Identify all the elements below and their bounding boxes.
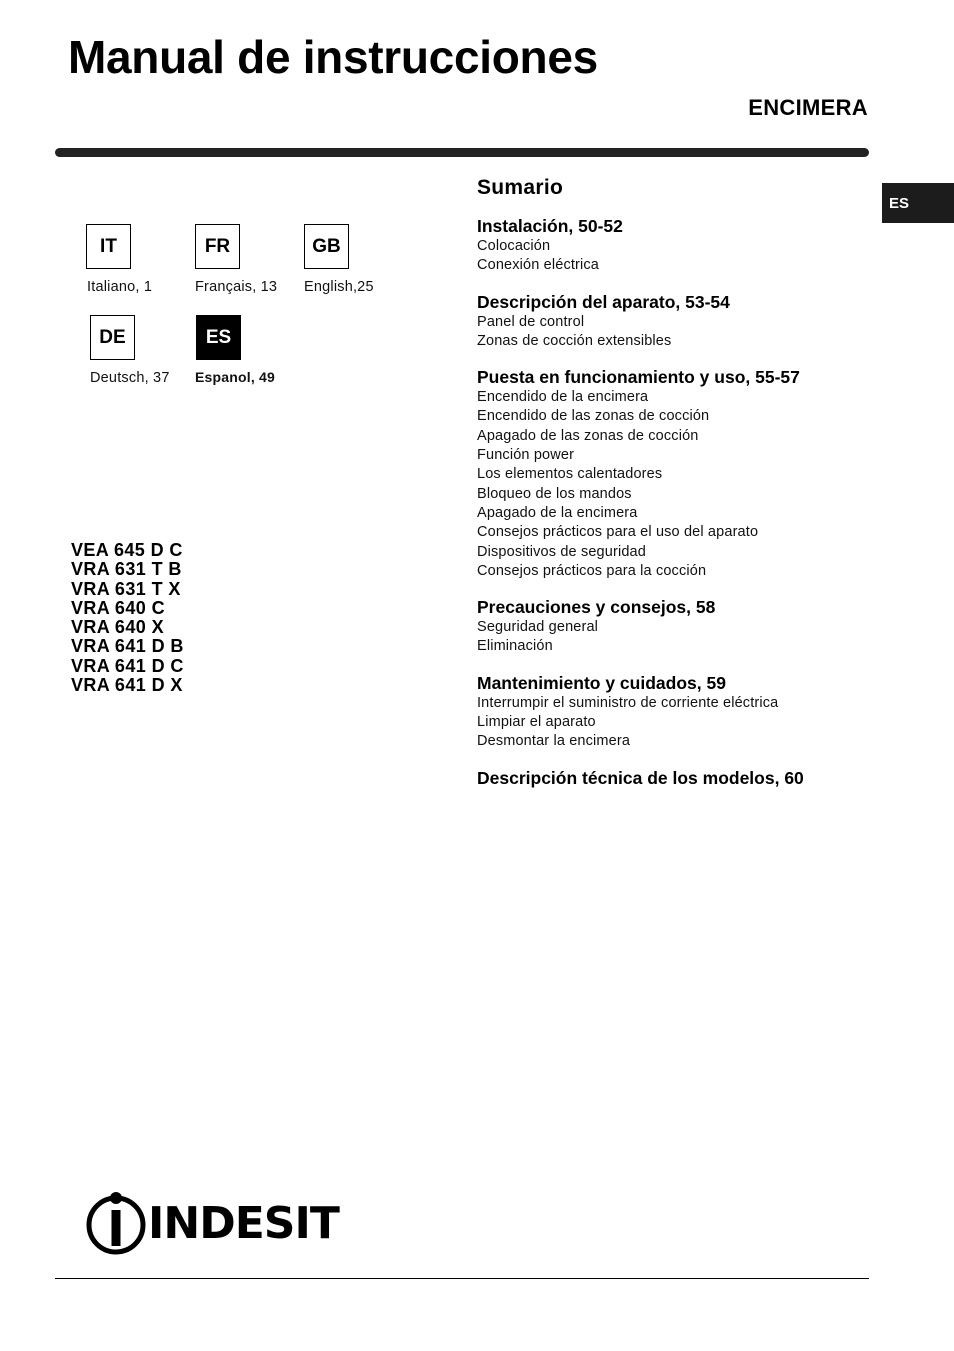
toc-item[interactable]: Dispositivos de seguridad bbox=[477, 543, 646, 560]
model-name: VRA 631 T B bbox=[71, 559, 182, 580]
language-box-de[interactable]: DE bbox=[90, 315, 135, 360]
footer-divider bbox=[55, 1278, 869, 1279]
language-caption-fr: Français, 13 bbox=[195, 279, 278, 295]
toc-item[interactable]: Consejos prácticos para la cocción bbox=[477, 562, 707, 579]
model-name: VRA 631 T X bbox=[71, 578, 181, 599]
language-caption-es: Espanol, 49 bbox=[195, 369, 276, 385]
language-caption-gb: English,25 bbox=[304, 279, 374, 295]
language-caption-de: Deutsch, 37 bbox=[90, 370, 170, 386]
toc-item[interactable]: Conexión eléctrica bbox=[477, 257, 599, 274]
toc-section-puesta bbox=[477, 367, 877, 581]
toc-item[interactable]: Panel de control bbox=[477, 313, 585, 330]
indesit-logo bbox=[84, 1190, 339, 1261]
page-title: Manual de instrucciones bbox=[68, 31, 598, 83]
language-side-tab: ES bbox=[882, 183, 954, 223]
toc-item[interactable]: Encendido de las zonas de cocción bbox=[477, 408, 710, 425]
language-box-gb[interactable]: GB bbox=[304, 224, 349, 269]
language-caption-it: Italiano, 1 bbox=[87, 279, 153, 295]
header-divider bbox=[55, 148, 869, 157]
toc-item[interactable]: Colocación bbox=[477, 238, 551, 254]
toc-section-heading[interactable]: Precauciones y consejos, 58 bbox=[477, 597, 716, 618]
toc-item[interactable]: Consejos prácticos para el uso del aparato bbox=[477, 524, 759, 541]
toc-item[interactable]: Apagado de las zonas de cocción bbox=[477, 427, 699, 444]
model-name: VRA 641 D X bbox=[71, 675, 183, 696]
model-name: VEA 645 D C bbox=[71, 540, 183, 560]
model-list bbox=[71, 541, 184, 695]
toc-item[interactable]: Limpiar el aparato bbox=[477, 714, 596, 731]
toc-item[interactable]: Apagado de la encimera bbox=[477, 504, 638, 521]
toc-section-mantenimiento bbox=[477, 673, 877, 752]
table-of-contents bbox=[477, 176, 877, 805]
toc-item[interactable]: Los elementos calentadores bbox=[477, 466, 663, 483]
toc-section-heading[interactable]: Descripción técnica de los modelos, 60 bbox=[477, 767, 804, 788]
logo-emblem-icon bbox=[84, 1190, 148, 1256]
toc-item[interactable]: Zonas de cocción extensibles bbox=[477, 332, 672, 349]
model-name: VRA 640 X bbox=[71, 617, 164, 638]
toc-section-heading[interactable]: Mantenimiento y cuidados, 59 bbox=[477, 672, 726, 693]
toc-section-precauciones bbox=[477, 597, 877, 657]
model-name: VRA 641 D B bbox=[71, 636, 184, 657]
language-box-fr[interactable]: FR bbox=[195, 224, 240, 269]
model-name: VRA 641 D C bbox=[71, 655, 184, 676]
toc-section-heading[interactable]: Instalación, 50-52 bbox=[477, 216, 623, 236]
toc-item[interactable]: Función power bbox=[477, 447, 575, 464]
toc-item[interactable]: Interrumpir el suministro de corriente eléctrica bbox=[477, 694, 779, 711]
logo-wordmark: INDESIT bbox=[148, 1198, 339, 1249]
toc-item[interactable]: Seguridad general bbox=[477, 619, 599, 636]
product-type-subtitle: ENCIMERA bbox=[748, 95, 868, 120]
toc-item[interactable]: Eliminación bbox=[477, 638, 553, 655]
toc-section-tecnica bbox=[477, 768, 877, 789]
toc-title: Sumario bbox=[477, 176, 564, 199]
toc-section-heading[interactable]: Puesta en funcionamiento y uso, 55-57 bbox=[477, 367, 800, 388]
language-box-it[interactable]: IT bbox=[86, 224, 131, 269]
language-box-es[interactable]: ES bbox=[196, 315, 241, 360]
toc-section-heading[interactable]: Descripción del aparato, 53-54 bbox=[477, 291, 730, 312]
toc-section-instalacion bbox=[477, 216, 877, 276]
toc-item[interactable]: Bloqueo de los mandos bbox=[477, 485, 632, 502]
toc-section-descripcion bbox=[477, 292, 877, 352]
toc-item[interactable]: Desmontar la encimera bbox=[477, 733, 631, 750]
toc-item[interactable]: Encendido de la encimera bbox=[477, 389, 649, 406]
model-name: VRA 640 C bbox=[71, 597, 165, 618]
